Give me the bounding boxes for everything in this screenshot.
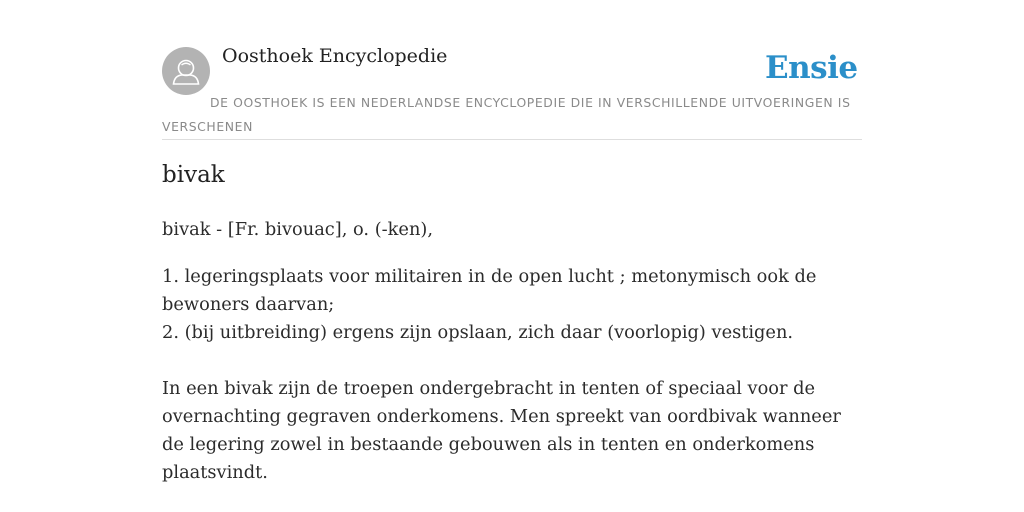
- paragraph-spacer: [162, 347, 867, 375]
- header-divider: [162, 139, 862, 140]
- brand-logo[interactable]: Ensie: [765, 50, 858, 86]
- entry-etymology: bivak - [Fr. bivouac], o. (-ken),: [162, 219, 433, 240]
- entry-body: In een bivak zijn de troepen ondergebracht in tenten of speciaal voor de overnachting gegraven onderkomens. Men spreekt van oordbivak wanneer de legering zowel in bestaande gebouwen als in tenten en onderkomens plaatsvindt.: [162, 378, 841, 483]
- entry-definition-2: 2. (bij uitbreiding) ergens zijn opslaan, zich daar (voorlopig) vestigen.: [162, 322, 794, 343]
- source-avatar[interactable]: [162, 47, 210, 95]
- source-title[interactable]: Oosthoek Encyclopedie: [222, 45, 448, 67]
- entry-content: [162, 216, 867, 487]
- user-icon: [162, 47, 210, 95]
- source-description: DE OOSTHOEK IS EEN NEDERLANDSE ENCYCLOPEDIE DIE IN VERSCHILLENDE UITVOERINGEN IS VERSCHENEN: [162, 95, 851, 134]
- entry-headword: bivak: [162, 162, 225, 188]
- entry-definition-1: 1. legeringsplaats voor militairen in de open lucht ; metonymisch ook de bewoners daarvan;: [162, 266, 817, 315]
